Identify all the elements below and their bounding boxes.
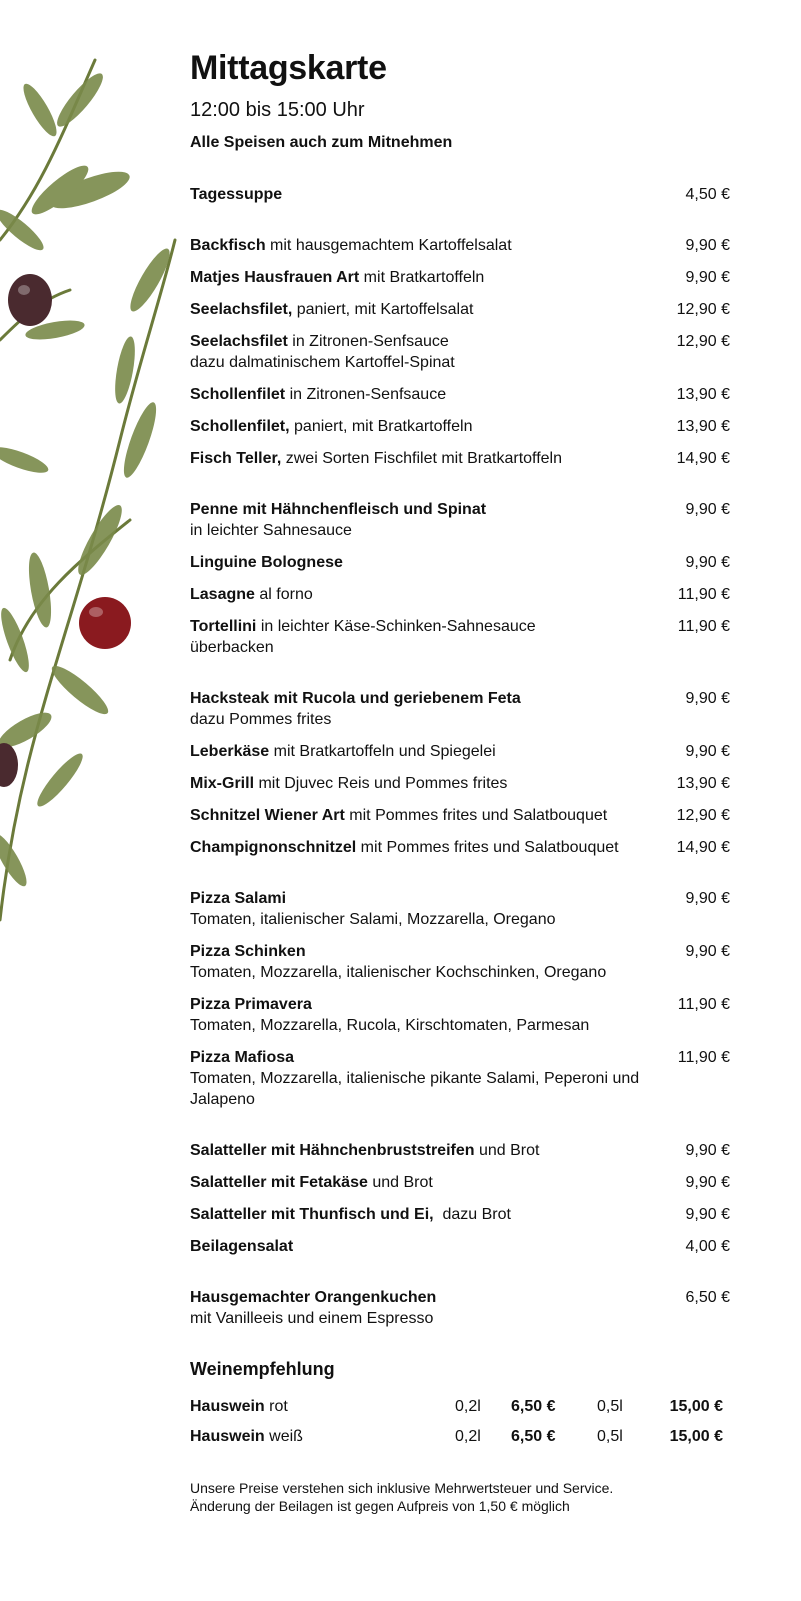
menu-item-name: Backfisch bbox=[190, 236, 266, 254]
menu-item bbox=[190, 616, 730, 658]
menu-item-name: Matjes Hausfrauen Art bbox=[190, 268, 360, 286]
wine-label: Hauswein bbox=[190, 1427, 265, 1445]
menu-item-text bbox=[190, 584, 678, 605]
menu-item-name: Champignonschnitzel bbox=[190, 838, 357, 856]
wine-price-small: 6,50 € bbox=[511, 1427, 556, 1445]
menu-item-name: Linguine Bolognese bbox=[190, 553, 343, 571]
menu-item-text bbox=[190, 1204, 686, 1225]
menu-item-text bbox=[190, 1287, 686, 1329]
wine-size-large: 0,5l bbox=[597, 1427, 623, 1445]
menu-item-text bbox=[190, 888, 686, 930]
menu-item bbox=[190, 584, 730, 605]
wine-label: Hauswein bbox=[190, 1397, 265, 1415]
menu-item-price: 11,90 € bbox=[677, 585, 730, 603]
menu-item bbox=[190, 267, 730, 288]
menu-item-price: 12,90 € bbox=[676, 300, 730, 318]
menu-item-desc-line2: Tomaten, Mozzarella, italienischer Kochschinken, Oregano bbox=[190, 963, 607, 981]
menu-item bbox=[190, 416, 730, 437]
footer-note bbox=[190, 1479, 730, 1515]
menu-item-desc: al forno bbox=[254, 585, 313, 603]
menu-item bbox=[190, 448, 730, 469]
menu-item-price: 9,90 € bbox=[685, 689, 730, 707]
menu-section bbox=[190, 1287, 730, 1329]
menu-item-name: Leberkäse bbox=[190, 742, 270, 760]
wine-price-large: 15,00 € bbox=[669, 1397, 723, 1415]
wine-size-small: 0,2l bbox=[455, 1397, 481, 1415]
footer-line-1: Unsere Preise verstehen sich inklusive Mehrwertsteuer und Service. bbox=[190, 1479, 614, 1496]
menu-item-desc: dazu Brot bbox=[433, 1205, 511, 1223]
menu-item-desc: in leichter Käse-Schinken-Sahnesauce bbox=[256, 617, 536, 635]
menu-item-desc: und Brot bbox=[474, 1141, 540, 1159]
menu-item bbox=[190, 1287, 730, 1329]
menu-item-text bbox=[190, 235, 686, 256]
menu-item-price: 13,90 € bbox=[676, 385, 730, 403]
menu-item bbox=[190, 235, 730, 256]
menu-item bbox=[190, 688, 730, 730]
menu-item-price: 9,90 € bbox=[685, 1141, 730, 1159]
menu-item bbox=[190, 773, 730, 794]
menu-item-price: 12,90 € bbox=[676, 806, 730, 824]
menu-item-desc: mit hausgemachtem Kartoffelsalat bbox=[265, 236, 512, 254]
menu-item bbox=[190, 184, 730, 205]
menu-item bbox=[190, 837, 730, 858]
menu-item-name: Pizza Schinken bbox=[190, 942, 306, 960]
menu-item bbox=[190, 299, 730, 320]
menu-item-name: Hacksteak mit Rucola und geriebenem Feta bbox=[190, 689, 521, 707]
menu-item bbox=[190, 1047, 730, 1110]
menu-item-desc: mit Bratkartoffeln und Spiegelei bbox=[269, 742, 496, 760]
menu-item bbox=[190, 805, 730, 826]
wine-price-large: 15,00 € bbox=[669, 1427, 723, 1445]
menu-item-name: Salatteller mit Hähnchenbruststreifen bbox=[190, 1141, 475, 1159]
wine-list bbox=[190, 1396, 730, 1447]
menu-item bbox=[190, 552, 730, 573]
menu-item-desc-line2: in leichter Sahnesauce bbox=[190, 521, 352, 539]
menu-item-name: Salatteller mit Thunfisch und Ei, bbox=[190, 1205, 434, 1223]
menu-item-name: Beilagensalat bbox=[190, 1237, 294, 1255]
menu-item bbox=[190, 499, 730, 541]
menu-item-name: Pizza Primavera bbox=[190, 995, 312, 1013]
menu-item-price: 14,90 € bbox=[676, 838, 730, 856]
menu-item-name: Schollenfilet bbox=[190, 385, 286, 403]
wine-title: Weinempfehlung bbox=[190, 1358, 335, 1379]
menu-item bbox=[190, 1204, 730, 1225]
menu-item-text bbox=[190, 499, 686, 541]
wine-variant: rot bbox=[264, 1397, 288, 1415]
menu-item-price: 4,00 € bbox=[685, 1237, 730, 1255]
menu-item-price: 11,90 € bbox=[677, 995, 730, 1013]
wine-size-large: 0,5l bbox=[597, 1397, 623, 1415]
menu-item-desc-line2: dazu dalmatinischem Kartoffel-Spinat bbox=[190, 353, 455, 371]
menu-item bbox=[190, 384, 730, 405]
menu-item-desc-line2: Tomaten, Mozzarella, Rucola, Kirschtomaten, Parmesan bbox=[190, 1016, 590, 1034]
menu-item bbox=[190, 1236, 730, 1257]
menu-item-name: Pizza Salami bbox=[190, 889, 287, 907]
menu-item-name: Fisch Teller, bbox=[190, 449, 282, 467]
menu-item-desc: zwei Sorten Fischfilet mit Bratkartoffeln bbox=[281, 449, 562, 467]
menu-section bbox=[190, 1140, 730, 1257]
menu-item bbox=[190, 888, 730, 930]
menu-item-price: 9,90 € bbox=[685, 236, 730, 254]
menu-item-text bbox=[190, 1236, 686, 1257]
menu-item-price: 13,90 € bbox=[676, 774, 730, 792]
menu-item-text bbox=[190, 994, 678, 1036]
menu-item-price: 12,90 € bbox=[676, 332, 730, 350]
menu-item-name: Salatteller mit Fetakäse bbox=[190, 1173, 368, 1191]
menu-item-desc: paniert, mit Kartoffelsalat bbox=[292, 300, 474, 318]
menu-item-text bbox=[190, 837, 677, 858]
menu-item-price: 9,90 € bbox=[685, 1205, 730, 1223]
menu-item-price: 9,90 € bbox=[685, 942, 730, 960]
menu-item-desc: in Zitronen-Senfsauce bbox=[285, 385, 447, 403]
wine-price-small: 6,50 € bbox=[511, 1397, 556, 1415]
menu-item-price: 11,90 € bbox=[677, 1048, 730, 1066]
menu-item-price: 9,90 € bbox=[685, 742, 730, 760]
menu-item-name: Schollenfilet, bbox=[190, 417, 290, 435]
menu-item-price: 14,90 € bbox=[676, 449, 730, 467]
menu-item-price: 9,90 € bbox=[685, 889, 730, 907]
menu-item-price: 4,50 € bbox=[685, 185, 730, 203]
menu-item-price: 6,50 € bbox=[685, 1288, 730, 1306]
menu-item-name: Penne mit Hähnchenfleisch und Spinat bbox=[190, 500, 487, 518]
menu-item bbox=[190, 1140, 730, 1161]
menu-item bbox=[190, 941, 730, 983]
menu-sections bbox=[190, 184, 730, 1329]
footer-line-2: Änderung der Beilagen ist gegen Aufpreis von 1,50 € möglich bbox=[190, 1497, 570, 1514]
menu-item-price: 13,90 € bbox=[676, 417, 730, 435]
menu-item-text bbox=[190, 267, 686, 288]
menu-section bbox=[190, 184, 730, 205]
menu-item-name: Tortellini bbox=[190, 617, 257, 635]
menu-item bbox=[190, 741, 730, 762]
menu-item-text bbox=[190, 552, 686, 573]
menu-item-desc: mit Pommes frites und Salatbouquet bbox=[344, 806, 608, 824]
menu-item-text bbox=[190, 448, 677, 469]
menu-item-text bbox=[190, 741, 686, 762]
menu-item-text bbox=[190, 299, 677, 320]
menu-item-price: 9,90 € bbox=[685, 1173, 730, 1191]
menu-item-price: 9,90 € bbox=[685, 500, 730, 518]
opening-hours: 12:00 bis 15:00 Uhr bbox=[190, 98, 365, 121]
menu-content bbox=[190, 48, 730, 1515]
wine-section bbox=[190, 1359, 730, 1447]
menu-item-text bbox=[190, 1047, 678, 1110]
menu-item-desc-line2: überbacken bbox=[190, 638, 274, 656]
menu-item bbox=[190, 1172, 730, 1193]
menu-section bbox=[190, 235, 730, 469]
menu-item-name: Hausgemachter Orangenkuchen bbox=[190, 1288, 437, 1306]
menu-item-desc-line2: dazu Pommes frites bbox=[190, 710, 332, 728]
menu-section bbox=[190, 888, 730, 1110]
menu-item-text bbox=[190, 331, 677, 373]
menu-item-text bbox=[190, 1140, 686, 1161]
menu-item-text bbox=[190, 941, 686, 983]
wine-row bbox=[190, 1396, 730, 1417]
menu-item-price: 9,90 € bbox=[685, 268, 730, 286]
menu-item-name: Tagessuppe bbox=[190, 185, 283, 203]
menu-item-text bbox=[190, 688, 686, 730]
menu-item-text bbox=[190, 1172, 686, 1193]
olive-branch-icon bbox=[0, 40, 180, 940]
menu-item-desc: in Zitronen-Senfsauce bbox=[287, 332, 449, 350]
menu-item-price: 9,90 € bbox=[685, 553, 730, 571]
wine-variant: weiß bbox=[264, 1427, 303, 1445]
menu-item-name: Seelachsfilet, bbox=[190, 300, 293, 318]
menu-item-desc: mit Bratkartoffeln bbox=[359, 268, 485, 286]
menu-item-desc-line2: mit Vanilleeis und einem Espresso bbox=[190, 1309, 434, 1327]
menu-item-desc-line2: Tomaten, italienischer Salami, Mozzarella, Oregano bbox=[190, 910, 556, 928]
menu-item-name: Schnitzel Wiener Art bbox=[190, 806, 345, 824]
menu-item-name: Pizza Mafiosa bbox=[190, 1048, 295, 1066]
menu-item bbox=[190, 331, 730, 373]
menu-item-name: Mix-Grill bbox=[190, 774, 255, 792]
wine-name bbox=[190, 1396, 455, 1417]
menu-item-text bbox=[190, 773, 677, 794]
menu-item-name: Lasagne bbox=[190, 585, 255, 603]
menu-item-desc-line2: Tomaten, Mozzarella, italienische pikante Salami, Peperoni und Jalapeno bbox=[190, 1069, 640, 1108]
menu-item-desc: mit Djuvec Reis und Pommes frites bbox=[254, 774, 508, 792]
menu-item-desc: paniert, mit Bratkartoffeln bbox=[289, 417, 473, 435]
menu-item-text bbox=[190, 416, 677, 437]
menu-item-text bbox=[190, 184, 686, 205]
menu-item-text bbox=[190, 805, 677, 826]
page-title: Mittagskarte bbox=[190, 49, 387, 87]
menu-item-text bbox=[190, 616, 678, 658]
menu-item-text bbox=[190, 384, 677, 405]
menu-item-price: 11,90 € bbox=[677, 617, 730, 635]
takeaway-note: Alle Speisen auch zum Mitnehmen bbox=[190, 133, 453, 151]
wine-row bbox=[190, 1426, 730, 1447]
wine-size-small: 0,2l bbox=[455, 1427, 481, 1445]
wine-name bbox=[190, 1426, 455, 1447]
menu-item-desc: mit Pommes frites und Salatbouquet bbox=[356, 838, 619, 856]
menu-item bbox=[190, 994, 730, 1036]
menu-section bbox=[190, 499, 730, 658]
menu-item-name: Seelachsfilet bbox=[190, 332, 288, 350]
menu-item-desc: und Brot bbox=[367, 1173, 433, 1191]
menu-section bbox=[190, 688, 730, 858]
